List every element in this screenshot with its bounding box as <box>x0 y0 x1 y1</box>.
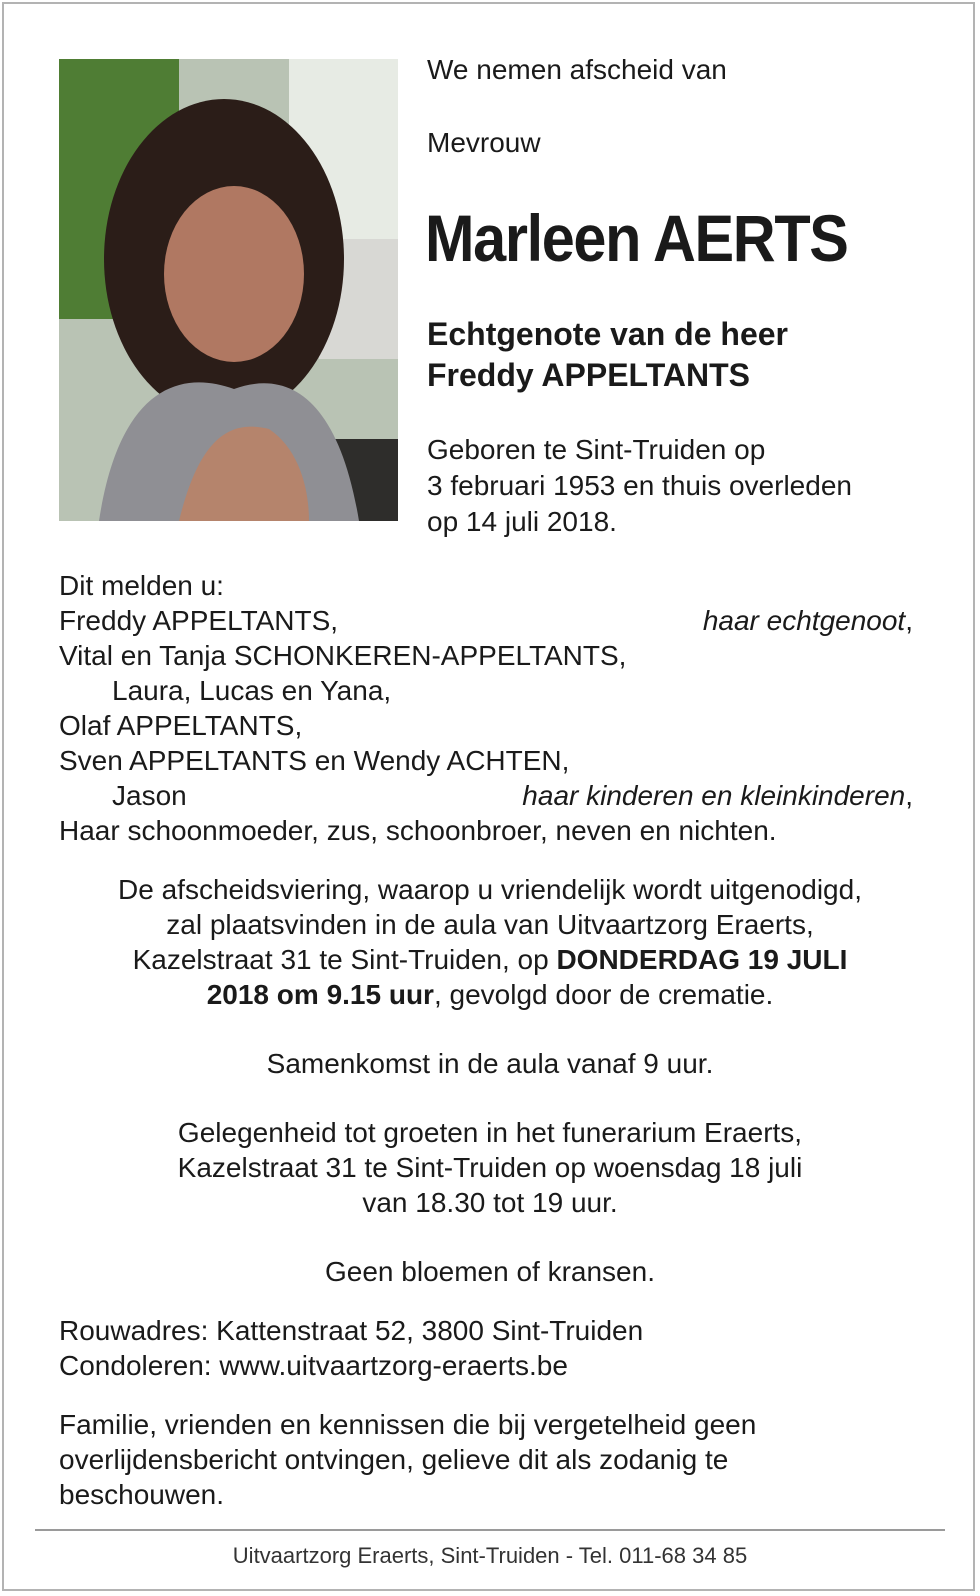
deceased-name: Marleen AERTS <box>425 201 848 275</box>
family-name: Freddy APPELTANTS, <box>59 605 339 636</box>
family-line: Haar schoonmoeder, zus, schoonbroer, neven en nichten. <box>59 815 777 846</box>
family-line: Sven APPELTANTS en Wendy ACHTEN, <box>59 745 570 776</box>
spouse-line-2: Freddy APPELTANTS <box>427 357 750 393</box>
visitation-line-1: Gelegenheid tot groeten in het funerarium Eraerts, <box>177 1117 803 1148</box>
footer-divider <box>35 1529 945 1531</box>
ceremony-location: Kazelstraat 31 te Sint-Truiden, op <box>132 944 557 975</box>
ceremony-date: DONDERDAG 19 JULI <box>556 944 848 975</box>
family-line <box>59 778 913 814</box>
flowers-text: Geen bloemen of kransen. <box>325 1256 655 1287</box>
family-heading: Dit melden u: <box>59 570 224 601</box>
birth-line-3: op 14 juli 2018. <box>427 506 617 537</box>
visitation-line-3: van 18.30 tot 19 uur. <box>362 1187 618 1218</box>
relation-suffix: , <box>905 605 913 636</box>
birth-line-2: 3 februari 1953 en thuis overleden <box>427 470 852 501</box>
family-line: Olaf APPELTANTS, <box>59 710 303 741</box>
intro-text: We nemen afscheid van <box>427 54 727 85</box>
honorific: Mevrouw <box>427 127 541 158</box>
family-line: Laura, Lucas en Yana, <box>112 675 392 706</box>
ceremony-followup: , gevolgd door de crematie. <box>433 979 774 1010</box>
ceremony-line-1: De afscheidsviering, waarop u vriendelijk wordt uitgenodigd, <box>118 874 862 905</box>
notice-line-1: Familie, vrienden en kennissen die bij vergetelheid geen <box>59 1409 757 1440</box>
ceremony-line-3 <box>0 942 980 978</box>
relation-suffix: , <box>905 780 913 811</box>
condolence-link[interactable]: Condoleren: www.uitvaartzorg-eraerts.be <box>59 1350 568 1381</box>
birth-line-1: Geboren te Sint-Truiden op <box>427 434 766 465</box>
ceremony-line-4 <box>0 977 980 1013</box>
family-name: Jason <box>112 780 187 811</box>
portrait-photo <box>59 59 398 521</box>
family-line <box>59 603 913 639</box>
ceremony-line-2: zal plaatsvinden in de aula van Uitvaartzorg Eraerts, <box>166 909 814 940</box>
footer-text: Uitvaartzorg Eraerts, Sint-Truiden - Tel. 011-68 34 85 <box>232 1543 748 1568</box>
mourning-address: Rouwadres: Kattenstraat 52, 3800 Sint-Truiden <box>59 1315 644 1346</box>
family-line: Vital en Tanja SCHONKEREN-APPELTANTS, <box>59 640 627 671</box>
ceremony-time: 2018 om 9.15 uur <box>206 979 434 1010</box>
gathering-text: Samenkomst in de aula vanaf 9 uur. <box>266 1048 714 1079</box>
notice-line-2: overlijdensbericht ontvingen, gelieve dit als zodanig te <box>59 1444 729 1475</box>
visitation-line-2: Kazelstraat 31 te Sint-Truiden op woensdag 18 juli <box>177 1152 803 1183</box>
family-relation: haar echtgenoot <box>702 605 906 636</box>
notice-line-3: beschouwen. <box>59 1479 225 1510</box>
family-relation: haar kinderen en kleinkinderen <box>522 780 906 811</box>
spouse-line-1: Echtgenote van de heer <box>427 316 788 352</box>
